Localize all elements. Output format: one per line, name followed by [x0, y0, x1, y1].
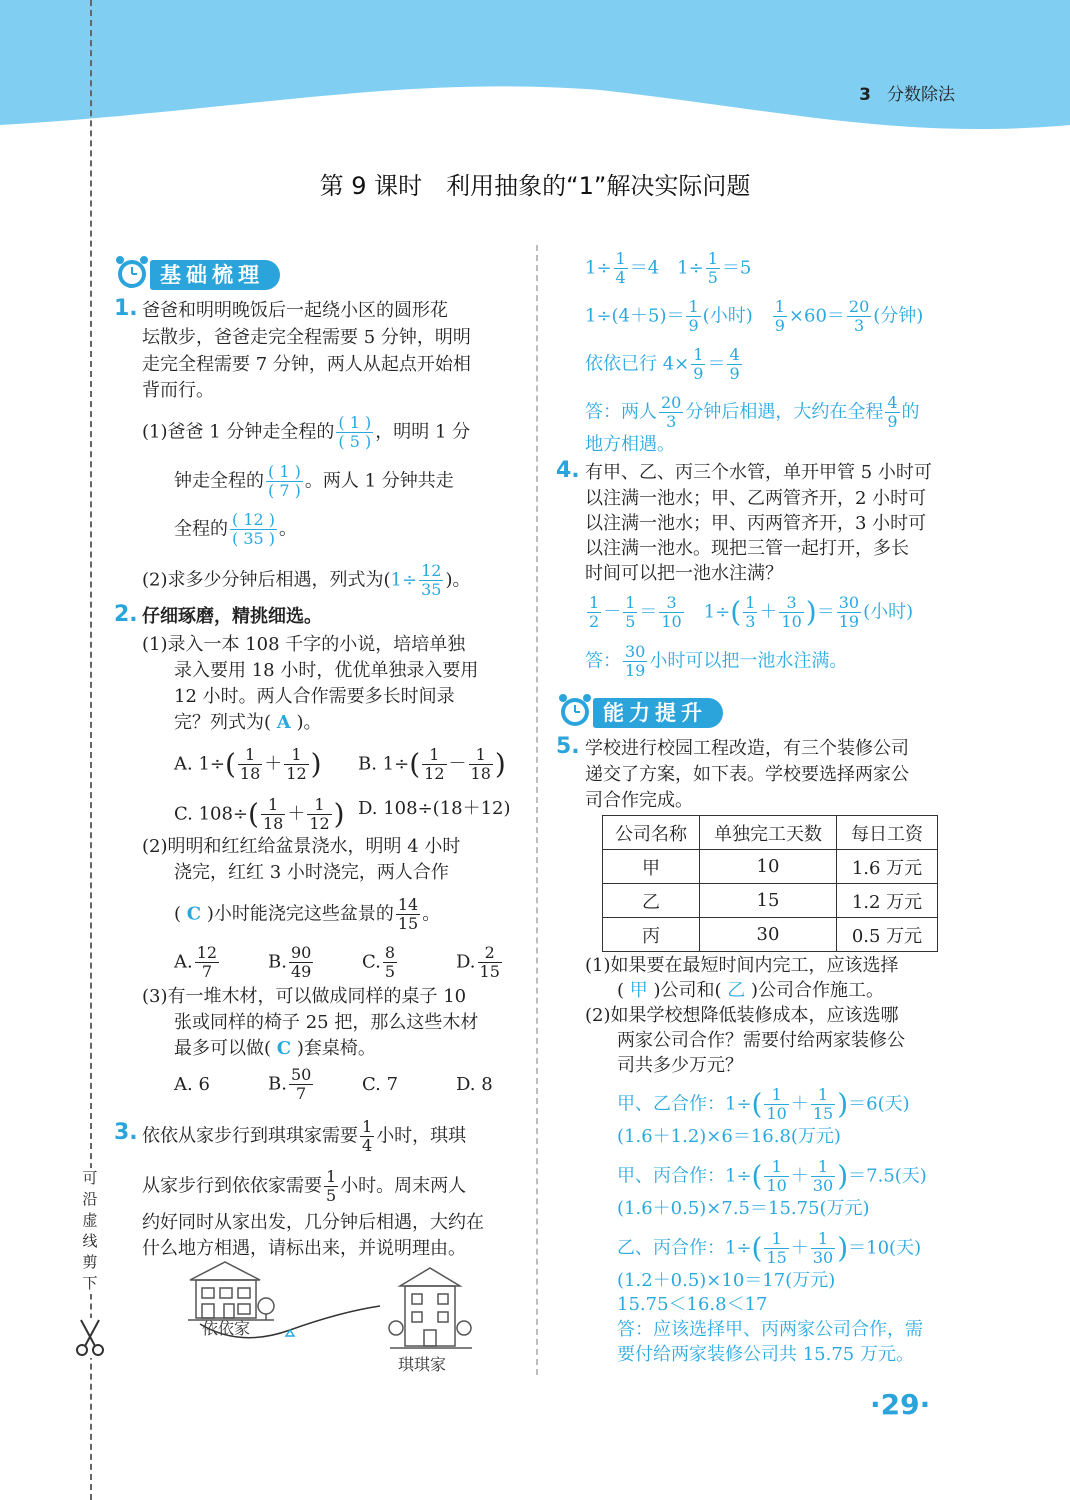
q1-sub2 — [142, 562, 470, 599]
text: )公司合作施工。 — [751, 980, 885, 1001]
text: 乙、丙合作：1÷ — [617, 1237, 752, 1259]
text: 小时，琪琪 — [376, 1125, 467, 1147]
q2-p2-line: 浇完，红红 3 小时浇完，两人合作 — [174, 862, 449, 883]
denominator: 3 — [853, 316, 865, 335]
q5-answer-line: (1.6＋0.5)×7.5＝15.75(万元) — [617, 1198, 870, 1219]
question-number: 3. — [114, 1120, 138, 1145]
numerator: 20 — [661, 393, 682, 412]
denominator: 15 — [766, 1248, 787, 1267]
answer-fraction: $\frac{( 1 )}{( 5 )}$ — [338, 413, 372, 451]
column-divider — [536, 245, 538, 1375]
q1-line: 背而行。 — [142, 380, 214, 401]
text: ＝4 1÷ — [629, 257, 704, 279]
text: (小时) — [863, 601, 914, 623]
q2-p1-option-a: A. 1÷( $\frac{1}{18}$ ＋ $\frac{1}{12}$ ) — [174, 745, 322, 783]
answer: C — [276, 1038, 292, 1059]
q3-answer-line — [585, 250, 751, 287]
house-left-label: 依依家 — [202, 1319, 251, 1338]
q5-answer-line: (1.6＋1.2)×6＝16.8(万元) — [617, 1126, 841, 1147]
numerator: 1 — [326, 1167, 337, 1186]
numerator: 12 — [196, 943, 218, 962]
denominator: 10 — [766, 1176, 787, 1195]
q5-sub2-line: 两家公司合作？需要付给两家装修公 — [617, 1030, 905, 1051]
numerator: 2 — [478, 944, 502, 963]
text: 最多可以做( — [174, 1038, 272, 1059]
answer-fraction: $\frac{( 1 )}{( 7 )}$ — [268, 462, 301, 500]
question-number: 4. — [556, 458, 580, 483]
question-number: 2. — [114, 602, 138, 627]
numerator: 30 — [838, 593, 860, 612]
numerator: 1 — [774, 297, 785, 316]
cut-char: 线 — [82, 1232, 98, 1250]
denominator: 12 — [309, 814, 330, 833]
denominator: 9 — [729, 364, 740, 383]
text: ＝ — [816, 601, 835, 623]
numerator: 4 — [887, 393, 898, 412]
answer: A — [276, 712, 291, 733]
denominator: 7 — [279, 481, 290, 500]
q1-sub1-line2 — [174, 463, 454, 500]
numerator: 1 — [615, 249, 626, 268]
text: (2)求多少分钟后相遇，列式为( — [142, 569, 391, 591]
q3-answer-line — [585, 346, 744, 383]
table-row — [603, 884, 938, 918]
q1-line: 爸爸和明明晚饭后一起绕小区的圆形花 — [142, 300, 448, 321]
cut-char: 剪 — [82, 1253, 98, 1271]
section-badge-basic — [112, 256, 302, 292]
numerator: 14 — [397, 895, 419, 914]
denominator: 18 — [470, 764, 491, 783]
cut-hint — [80, 1168, 100, 1294]
numerator: 1 — [764, 1230, 788, 1249]
text: ＝ — [707, 353, 726, 375]
numerator: 1 — [625, 593, 636, 612]
denominator: 12 — [286, 764, 307, 783]
q4-answer-line: $\frac{1}{2}$ － $\frac{1}{5}$ ＝ $\frac{3}{10}$ 1÷( $\frac{1}{3}$ ＋ $\frac{3}{10}$ )＝ $\frac{30}{19}$ (小时) — [589, 593, 914, 631]
q4-answer-line — [585, 643, 847, 680]
q5-answer-line: 甲、乙合作：1÷( $\frac{1}{10}$ ＋ $\frac{1}{15}$ )＝6(天) — [617, 1085, 910, 1123]
house-right-icon — [389, 1268, 472, 1348]
numerator: 1 — [284, 746, 308, 765]
table-row — [603, 850, 938, 884]
numerator: 1 — [811, 1230, 835, 1249]
chapter-title: 分数除法 — [887, 85, 955, 105]
q2-p3-option: A. 6 — [174, 1074, 210, 1095]
numerator: 12 — [421, 561, 442, 580]
text: ，明明 1 分 — [375, 421, 471, 443]
alarm-clock-icon — [112, 252, 152, 292]
text: ＋ — [790, 1165, 809, 1187]
table-header: 公司名称 — [603, 816, 700, 850]
answer: 1÷ — [390, 569, 418, 591]
q5-line: 学校进行校园工程改造，有三个装修公司 — [585, 738, 909, 759]
q3-answer-line: 地方相遇。 — [585, 434, 675, 455]
table-header: 每日工资 — [837, 816, 938, 850]
denominator: 18 — [239, 764, 261, 783]
cut-char: 下 — [82, 1274, 98, 1292]
q1-sub1-line3 — [174, 511, 297, 548]
q3-answer-line — [585, 394, 920, 431]
text: 的 — [901, 401, 920, 423]
numerator: 1 — [811, 1086, 835, 1105]
text: 答： — [585, 650, 621, 672]
table-cell: 30 — [700, 918, 837, 952]
numerator: 1 — [745, 593, 756, 612]
text: － — [603, 601, 622, 623]
q2-p1-option-b: B. 1÷( $\frac{1}{12}$ － $\frac{1}{18}$ ) — [358, 745, 506, 783]
numerator: 12 — [243, 510, 264, 529]
q5-answer-line: (1.2＋0.5)×10＝17(万元) — [617, 1270, 836, 1291]
label: D. — [456, 951, 476, 973]
q2-p2-option — [268, 944, 315, 981]
text: )套桌椅。 — [296, 1038, 376, 1059]
q2-p3-line: (3)有一堆木材，可以做成同样的桌子 10 — [142, 986, 467, 1007]
label: A. — [174, 951, 193, 973]
page-number-value: 29 — [880, 1388, 920, 1421]
denominator: 9 — [774, 316, 785, 335]
label: C. — [362, 951, 381, 973]
table-cell: 丙 — [603, 918, 700, 952]
chapter-label — [859, 80, 955, 105]
numerator: 1 — [279, 462, 290, 481]
denominator: 10 — [661, 612, 682, 631]
cut-char: 沿 — [82, 1190, 98, 1208]
q2-p3-line — [174, 1036, 376, 1062]
table-cell: 10 — [700, 850, 837, 884]
text: 分钟后相遇，大约在全程 — [685, 401, 884, 423]
table-cell: 15 — [700, 884, 837, 918]
answer-fraction: $\frac{( 12 )}{( 35 )}$ — [232, 510, 276, 548]
q2-p3-line: 张或同样的椅子 25 把，那么这些木材 — [174, 1012, 479, 1033]
text: 甲、丙合作：1÷ — [617, 1165, 752, 1187]
text: ＋ — [790, 1093, 809, 1115]
text: )公司和( — [653, 980, 722, 1001]
q2-p1-line: (1)录入一本 108 千字的小说，培培单独 — [142, 634, 466, 655]
numerator: 1 — [422, 746, 446, 765]
denominator: 5 — [707, 268, 718, 287]
denominator: 4 — [362, 1136, 373, 1155]
company-table — [602, 815, 938, 952]
numerator: 90 — [290, 943, 312, 962]
denominator: 15 — [812, 1104, 834, 1123]
numerator: 1 — [349, 413, 360, 432]
denominator: 5 — [625, 612, 636, 631]
text: B. 1÷ — [358, 753, 410, 775]
text: )。 — [445, 569, 471, 591]
text: 答：两人 — [585, 401, 657, 423]
q2-p1-option-d: D. 108÷(18＋12) — [358, 798, 511, 819]
q4-line: 以注满一池水；甲、乙两管齐开，2 小时可 — [585, 488, 927, 509]
text: ＝ — [639, 601, 658, 623]
q3-line: 约好同时从家出发，几分钟后相遇，大约在 — [142, 1212, 484, 1233]
section-badge-ability — [555, 694, 745, 730]
q4-line: 以注满一池水；甲、丙两管齐开，3 小时可 — [585, 513, 927, 534]
numerator: 8 — [384, 943, 396, 962]
cut-char: 可 — [82, 1169, 98, 1187]
numerator: 4 — [729, 345, 740, 364]
q5-sub2-line: (2)如果学校想降低装修成本，应该选哪 — [585, 1005, 899, 1026]
q5-answer-line: 答：应该选择甲、丙两家公司合作，需 — [617, 1319, 923, 1340]
header-wave — [0, 0, 1070, 140]
denominator: 5 — [326, 1186, 337, 1205]
denominator: 5 — [349, 432, 360, 451]
text: )。 — [296, 712, 322, 733]
denominator: 3 — [745, 612, 756, 631]
q2-p2-option — [362, 944, 399, 981]
q2-p3-option: C. 7 — [362, 1074, 399, 1095]
numerator: 1 — [688, 297, 699, 316]
q1-line: 坛散步，爸爸走完全程需要 5 分钟，明明 — [142, 327, 471, 348]
text: (小时) — [702, 305, 771, 327]
text: ＝10(天) — [848, 1237, 922, 1259]
q5-answer-line: 乙、丙合作：1÷( $\frac{1}{15}$ ＋ $\frac{1}{30}$ )＝10(天) — [617, 1229, 922, 1267]
denominator: 49 — [290, 962, 312, 981]
text: 。 — [422, 903, 441, 925]
table-row — [603, 918, 938, 952]
text: A. 1÷ — [174, 753, 225, 775]
numerator: 1 — [693, 345, 704, 364]
q4-line: 有甲、乙、丙三个水管，单开甲管 5 小时可 — [585, 462, 932, 483]
denominator: 9 — [688, 316, 699, 335]
table-header: 单独完工天数 — [700, 816, 837, 850]
q4-line: 以注满一池水。现把三管一起打开，多长 — [585, 538, 909, 559]
q2-p1-line: 录入要用 18 小时，优优单独录入要用 — [174, 660, 479, 681]
denominator: 10 — [781, 612, 802, 631]
answer-fraction — [419, 562, 443, 599]
text: ( — [617, 980, 625, 1001]
label: B. — [268, 951, 287, 973]
text: )小时能浇完这些盆景的 — [206, 903, 394, 925]
q5-answer-line: 15.75＜16.8＜17 — [617, 1294, 768, 1315]
alarm-clock-icon — [555, 690, 595, 730]
text: 小时可以把一池水注满。 — [649, 650, 848, 672]
text: (分钟) — [873, 305, 924, 327]
numerator: 50 — [290, 1065, 312, 1084]
q3-line — [142, 1118, 466, 1155]
denominator: 7 — [296, 1084, 307, 1103]
numerator: 1 — [238, 746, 262, 765]
table-cell: 甲 — [603, 850, 700, 884]
q2-p1-line: 12 小时。两人合作需要多长时间录 — [174, 686, 455, 707]
text: ＝5 — [721, 257, 752, 279]
text: 1÷ — [685, 601, 731, 623]
text: ( — [174, 903, 182, 925]
denominator: 2 — [589, 612, 600, 631]
denominator: 12 — [424, 764, 445, 783]
table-cell: 乙 — [603, 884, 700, 918]
denominator: 15 — [479, 962, 500, 981]
denominator: 3 — [666, 412, 677, 431]
denominator: 5 — [384, 962, 396, 981]
q5-answer-line: 要付给两家装修公司共 15.75 万元。 — [617, 1344, 914, 1365]
q5-line: 递交了方案，如下表。学校要选择两家公 — [585, 764, 909, 785]
cut-char: 虚 — [82, 1211, 98, 1229]
q2-title: 仔细琢磨，精挑细选。 — [142, 606, 322, 627]
q2-p2-line: (2)明明和红红给盆景浇水，明明 4 小时 — [142, 836, 461, 857]
table-header-row — [603, 816, 938, 850]
text: (1)爸爸 1 分钟走全程的 — [142, 421, 335, 443]
q2-p3-option — [268, 1066, 315, 1103]
scissors-icon — [73, 1318, 107, 1358]
q5-sub1-line — [617, 978, 884, 1004]
text: 。两人 1 分钟共走 — [304, 470, 454, 492]
question-number: 5. — [556, 734, 580, 759]
q2-p1-option-c: C. 108÷( $\frac{1}{18}$ ＋ $\frac{1}{12}$ ) — [174, 795, 345, 833]
answer: 甲 — [629, 980, 648, 1001]
q1-sub1-line1 — [142, 414, 470, 451]
q3-line — [142, 1168, 466, 1205]
question-number: 1. — [114, 296, 138, 321]
denominator: 35 — [421, 580, 442, 599]
numerator: 1 — [707, 249, 718, 268]
q5-sub1-line: (1)如果要在最短时间内完工，应该选择 — [585, 955, 899, 976]
section-title: 能力提升 — [593, 698, 723, 728]
denominator: 7 — [201, 962, 212, 981]
denominator: 9 — [887, 412, 898, 431]
text: ＋ — [790, 1237, 809, 1259]
numerator: 30 — [625, 642, 646, 661]
table-cell: 0.5 万元 — [837, 918, 938, 952]
denominator: 30 — [812, 1248, 834, 1267]
denominator: 19 — [838, 612, 860, 631]
numerator: 1 — [261, 796, 285, 815]
text: C. 108÷ — [174, 803, 249, 825]
q3-line: 什么地方相遇，请标出来，并说明理由。 — [142, 1238, 466, 1259]
denominator: 9 — [693, 364, 704, 383]
q4-line: 时间可以把一池水注满？ — [585, 563, 783, 584]
section-title: 基础梳理 — [150, 260, 280, 290]
text: ＝7.5(天) — [848, 1165, 927, 1187]
text: 。 — [279, 518, 298, 540]
denominator: 30 — [812, 1176, 834, 1195]
text: ×60＝ — [788, 305, 845, 327]
text: ＝6(天) — [848, 1093, 910, 1115]
denominator: 19 — [625, 661, 646, 680]
numerator: 1 — [589, 593, 600, 612]
text: 依依从家步行到琪琪家需要 — [142, 1125, 358, 1147]
q2-p1-line — [174, 710, 322, 736]
q2-p2-option — [456, 944, 504, 981]
denominator: 10 — [766, 1104, 787, 1123]
numerator: 1 — [469, 746, 493, 765]
text: ＋ — [759, 601, 778, 623]
q5-answer-line: 甲、丙合作：1÷( $\frac{1}{10}$ ＋ $\frac{1}{30}$ )＝7.5(天) — [617, 1157, 927, 1195]
denominator: 35 — [243, 529, 264, 548]
chapter-number: 3 — [859, 85, 871, 105]
text: 从家步行到依依家需要 — [142, 1175, 322, 1197]
house-right-label: 琪琪家 — [398, 1355, 447, 1374]
text: 1÷ — [585, 257, 612, 279]
text: 全程的 — [174, 518, 228, 540]
q2-p3-option: D. 8 — [456, 1074, 493, 1095]
page-number: ·29· — [870, 1388, 931, 1421]
q3-answer-line — [585, 298, 923, 335]
numerator: 3 — [659, 594, 683, 613]
numerator: 1 — [811, 1158, 835, 1177]
table-cell: 1.2 万元 — [837, 884, 938, 918]
lesson-title: 第 9 课时 利用抽象的“1”解决实际问题 — [319, 172, 751, 200]
q2-p2-line — [174, 896, 440, 933]
answer: 乙 — [727, 980, 746, 1001]
answer: C — [186, 903, 202, 925]
text: 钟走全程的 — [174, 470, 264, 492]
q5-sub2-line: 司共多少万元？ — [617, 1055, 743, 1076]
numerator: 1 — [307, 796, 331, 815]
q1-line: 走完全程需要 7 分钟，两人从起点开始相 — [142, 354, 471, 375]
text: 完？列式为( — [174, 712, 272, 733]
q2-p2-option — [174, 944, 221, 981]
table-cell: 1.6 万元 — [837, 850, 938, 884]
numerator: 3 — [779, 594, 803, 613]
house-left-icon — [188, 1262, 274, 1320]
denominator: 4 — [615, 268, 626, 287]
houses-illustration — [180, 1258, 480, 1378]
denominator: 18 — [262, 814, 284, 833]
q5-line: 司合作完成。 — [585, 790, 693, 811]
numerator: 1 — [764, 1086, 788, 1105]
text: 1÷(4＋5)＝ — [585, 305, 685, 327]
numerator: 20 — [848, 297, 870, 316]
text: 甲、乙合作：1÷ — [617, 1093, 752, 1115]
numerator: 1 — [362, 1117, 373, 1136]
text: 小时。周末两人 — [340, 1175, 467, 1197]
numerator: 1 — [764, 1158, 788, 1177]
denominator: 15 — [397, 914, 419, 933]
label: B. — [268, 1073, 287, 1095]
text: 依依已行 4× — [585, 353, 690, 375]
